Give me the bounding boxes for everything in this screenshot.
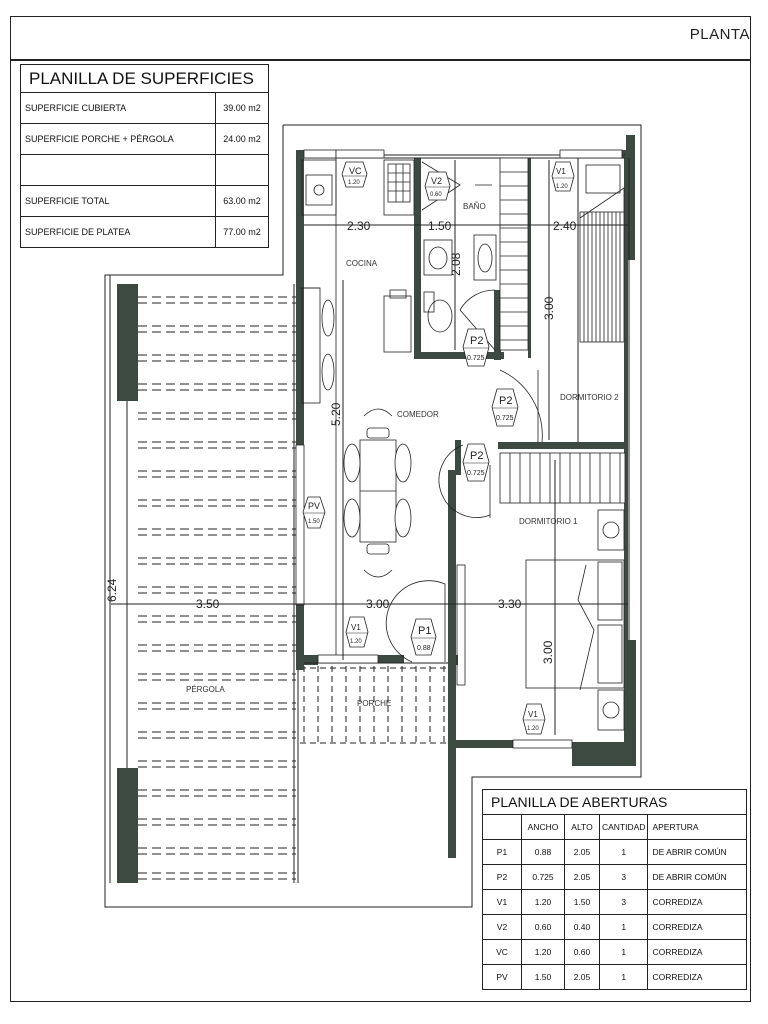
svg-text:1.20: 1.20 <box>556 184 568 190</box>
opening-tag-p2-bed <box>463 444 489 481</box>
table-row <box>483 865 747 890</box>
sheet-title: PLANTA <box>689 26 750 43</box>
col-header: CANTIDAD <box>600 815 648 840</box>
room-cocina: COCINA <box>346 259 378 268</box>
dim-520: 5.20 <box>329 402 343 426</box>
svg-text:V1: V1 <box>556 167 566 176</box>
ab-ancho: 1.20 <box>522 940 565 965</box>
svg-text:0.88: 0.88 <box>417 645 431 652</box>
sup-label: SUPERFICIE PORCHE + PÉRGOLA <box>21 124 216 155</box>
table-row <box>483 840 747 865</box>
col-header: ALTO <box>565 815 600 840</box>
sup-value: 24.00 m2 <box>216 124 269 155</box>
svg-text:P1: P1 <box>418 625 432 637</box>
wardrobe-hatch <box>500 453 625 503</box>
ab-code: VC <box>483 940 522 965</box>
dim-240: 2.40 <box>553 219 577 233</box>
sup-label: SUPERFICIE DE PLATEA <box>21 217 216 248</box>
wardrobe-2-hatch <box>580 165 624 342</box>
ab-code: PV <box>483 965 522 990</box>
svg-text:0.725: 0.725 <box>467 355 485 362</box>
table-row <box>21 217 269 248</box>
svg-text:VC: VC <box>349 166 362 176</box>
dim-208: 2.08 <box>449 252 463 276</box>
room-porche: PORCHE <box>357 699 392 708</box>
svg-text:PV: PV <box>308 501 321 511</box>
ab-alto: 0.60 <box>565 940 600 965</box>
svg-text:V1: V1 <box>528 710 538 719</box>
pergola-column-bottom <box>117 768 138 883</box>
opening-tag-p1 <box>411 619 436 655</box>
dim-300-right: 3.00 <box>542 296 556 320</box>
col-header: APERTURA <box>648 815 747 840</box>
ab-apertura: DE ABRIR COMÚN <box>648 865 747 890</box>
ab-code: V1 <box>483 890 522 915</box>
room-comedor: COMEDOR <box>397 410 439 419</box>
svg-text:0.725: 0.725 <box>467 470 485 477</box>
ab-apertura: CORREDIZA <box>648 940 747 965</box>
table-row <box>483 940 747 965</box>
ab-ancho: 1.50 <box>522 965 565 990</box>
ab-alto: 2.05 <box>565 965 600 990</box>
dim-230: 2.30 <box>347 219 371 233</box>
svg-text:P2: P2 <box>499 395 513 407</box>
ab-ancho: 0.60 <box>522 915 565 940</box>
sup-value: 63.00 m2 <box>216 186 269 217</box>
aberturas-table <box>482 789 747 990</box>
opening-tag-pv <box>303 497 325 528</box>
dim-300-mid: 3.00 <box>366 597 390 611</box>
ab-cantidad: 1 <box>600 940 648 965</box>
svg-text:1.20: 1.20 <box>350 639 362 645</box>
sup-value: 77.00 m2 <box>216 217 269 248</box>
svg-text:1.20: 1.20 <box>348 180 360 186</box>
room-pergola: PÉRGOLA <box>186 685 225 694</box>
ab-code: P1 <box>483 840 522 865</box>
opening-tag-p2-hall <box>492 389 518 426</box>
opening-tag-v1-top <box>552 162 574 191</box>
ab-alto: 0.40 <box>565 915 600 940</box>
svg-text:P2: P2 <box>470 450 484 462</box>
room-dormitorio-2: DORMITORIO 2 <box>560 393 619 402</box>
svg-text:0.60: 0.60 <box>430 192 442 198</box>
sup-label <box>21 155 216 186</box>
dim-150: 1.50 <box>428 219 452 233</box>
ab-alto: 2.05 <box>565 865 600 890</box>
table-row <box>21 186 269 217</box>
table-row <box>21 124 269 155</box>
ab-apertura: CORREDIZA <box>648 915 747 940</box>
ab-ancho: 1.20 <box>522 890 565 915</box>
ab-apertura: CORREDIZA <box>648 965 747 990</box>
table-row <box>21 155 269 186</box>
opening-tag-v1-bed <box>523 704 545 734</box>
table-row <box>483 915 747 940</box>
svg-text:V1: V1 <box>351 623 361 632</box>
sup-label: SUPERFICIE CUBIERTA <box>21 93 216 124</box>
svg-text:1.50: 1.50 <box>308 519 320 525</box>
table-row <box>483 890 747 915</box>
col-header: ANCHO <box>522 815 565 840</box>
dim-330: 3.30 <box>498 597 522 611</box>
col-header <box>483 815 522 840</box>
ab-apertura: DE ABRIR COMÚN <box>648 840 747 865</box>
ab-code: V2 <box>483 915 522 940</box>
superficies-table <box>20 64 269 248</box>
dim-300-bed: 3.00 <box>541 640 555 664</box>
ab-cantidad: 3 <box>600 865 648 890</box>
ab-apertura: CORREDIZA <box>648 890 747 915</box>
opening-tag-vc <box>342 162 367 187</box>
opening-tag-p2-bath <box>463 329 489 366</box>
ab-alto: 1.50 <box>565 890 600 915</box>
ab-ancho: 0.725 <box>522 865 565 890</box>
table-row <box>21 93 269 124</box>
ab-code: P2 <box>483 865 522 890</box>
aberturas-title: PLANILLA DE ABERTURAS <box>483 790 747 815</box>
svg-text:P2: P2 <box>470 335 484 347</box>
ab-ancho: 0.88 <box>522 840 565 865</box>
opening-tag-v2 <box>425 172 450 200</box>
sup-value <box>216 155 269 186</box>
table-header-row <box>483 815 747 840</box>
svg-text:V2: V2 <box>431 176 443 186</box>
svg-text:0.725: 0.725 <box>496 415 514 422</box>
dim-350: 3.50 <box>196 597 220 611</box>
ab-cantidad: 1 <box>600 965 648 990</box>
superficies-title: PLANILLA DE SUPERFICIES <box>21 65 269 93</box>
sup-label: SUPERFICIE TOTAL <box>21 186 216 217</box>
ab-alto: 2.05 <box>565 840 600 865</box>
ab-cantidad: 3 <box>600 890 648 915</box>
svg-text:1.20: 1.20 <box>527 726 539 732</box>
pergola-beams <box>138 297 296 879</box>
opening-tag-v1-din <box>346 617 368 647</box>
ab-cantidad: 1 <box>600 840 648 865</box>
closet-hatch <box>500 158 528 350</box>
dim-624: 6.24 <box>105 578 119 602</box>
dining-set <box>344 409 411 577</box>
table-row <box>483 965 747 990</box>
pergola-column-top <box>117 284 138 401</box>
room-bano: BAÑO <box>463 202 486 211</box>
ab-cantidad: 1 <box>600 915 648 940</box>
sup-value: 39.00 m2 <box>216 93 269 124</box>
bed <box>526 510 624 730</box>
room-dormitorio-1: DORMITORIO 1 <box>519 517 578 526</box>
